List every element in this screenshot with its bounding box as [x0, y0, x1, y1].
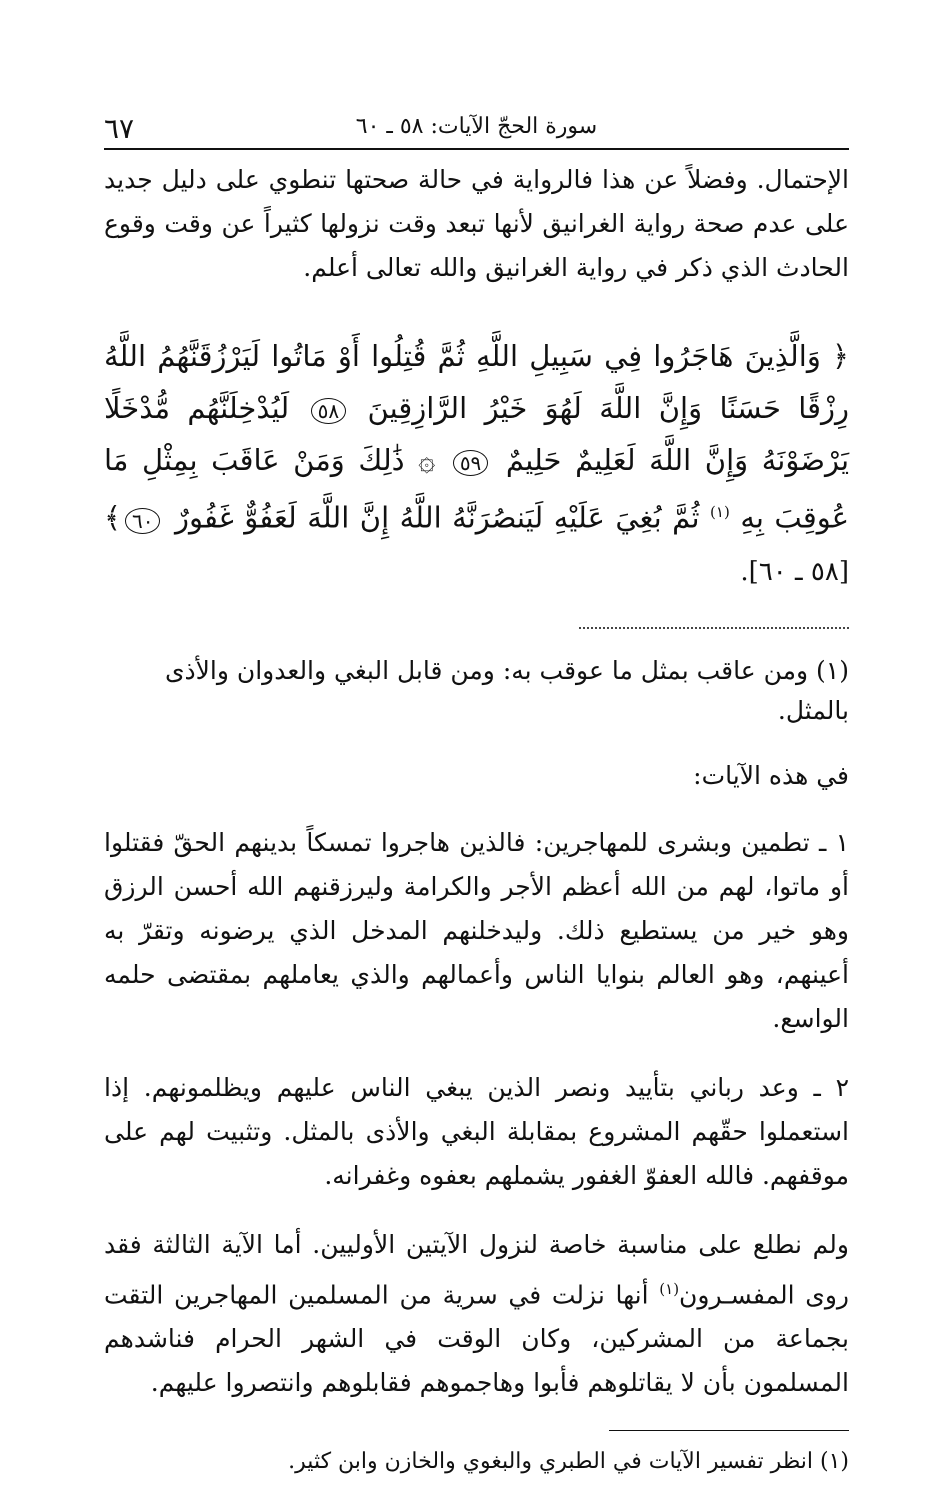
ornate-close-bracket: ﴾	[104, 500, 121, 535]
ayah-marker-59: ٥٩	[453, 450, 488, 476]
dotted-separator	[579, 627, 849, 629]
page-header	[104, 104, 849, 148]
hizb-star-icon: ۞	[418, 443, 436, 477]
page	[104, 104, 849, 1501]
intro-paragraph: الإحتمال. وفضلاً عن هذا فالرواية في حالة صحتها تنطوي على دليل جديد على عدم صحة رواية الغرانيق لأنها تبعد وقت نزولها كثيراً عن وقت وقوع الحادث الذي ذكر في رواية الغرانيق والله تعالى أعلم.	[104, 165, 849, 282]
footnote: (١) انظر تفسير الآيات في الطبري والبغوي والخازن وابن كثير.	[288, 1448, 849, 1474]
closing-footnote-ref: (١)	[659, 1279, 680, 1298]
verse-60-part2: ثُمَّ بُغِيَ عَلَيْهِ لَيَنصُرَنَّهُ اللَّهُ إِنَّ اللَّهَ لَعَفُوٌّ غَفُورٌ	[174, 500, 700, 535]
ornate-open-bracket: ﴿	[832, 339, 849, 373]
verse-footnote-ref: (١)	[710, 503, 730, 521]
closing-part2: أنها نزلت في سرية من المسلمين المهاجرين التقت بجماعة من المشركين، وكان الوقت في الشهر الحرام فناشدهم المسلمون بأن لا يقاتلوهم فأبوا وهاجموهم فقابلوهم وانتصروا عليهم.	[104, 1279, 849, 1397]
verse-59: لَيُدْخِلَنَّهُم مُّدْخَلًا يَرْضَوْنَهُ وَإِنَّ اللَّهَ لَعَلِيمٌ حَلِيمٌ	[104, 391, 850, 477]
ayah-marker-58: ٥٨	[311, 398, 346, 424]
section-title: في هذه الآيات:	[693, 760, 849, 790]
page-number: ٦٧	[104, 112, 135, 145]
verse-60-part1: ذَٰلِكَ وَمَنْ عَاقَبَ بِمِثْلِ مَا عُوقِبَ بِهِ	[104, 443, 850, 535]
closing-paragraph	[104, 1223, 849, 1405]
ayah-marker-60: ٦٠	[125, 508, 160, 534]
verse-range: [٥٨ ـ ٦٠].	[740, 556, 849, 587]
point-2: ٢ ـ وعد رباني بتأييد ونصر الذين يبغي الناس عليهم ويظلمونهم. إذا استعملوا حقّهم المشروع بمقابلة البغي والأذى بالمثل. وتثبيت لهم على موقفهم. فالله العفوّ الغفور يشملهم بعفوه وغفرانه.	[104, 1072, 850, 1190]
header-rule	[104, 148, 849, 150]
footnote-rule	[609, 1430, 849, 1431]
running-title: سورة الحجّ الآيات: ٥٨ ـ ٦٠	[355, 114, 598, 139]
closing-part1: ولم نطلع على مناسبة خاصة لنزول الآيتين الأوليين. أما الآية الثالثة فقد روى المفسـرون	[104, 1229, 849, 1309]
point-1: ١ ـ تطمين وبشرى للمهاجرين: فالذين هاجروا تمسكاً بدينهم الحقّ فقتلوا أو ماتوا، لهم من الله أعظم الأجر والكرامة وليرزقنهم الله أحسن الرزق وهو خير من يستطيع ذلك. وليدخلنهم المدخل الذي يرضونه وتقرّ به أعينهم، وهو العالم بنوايا الناس وأعمالهم والذي يعاملهم بمقتضى حلمه الواسع.	[104, 827, 849, 1033]
vocab-note: (١) ومن عاقب بمثل ما عوقب به: ومن قابل البغي والعدوان والأذى بالمثل.	[164, 655, 849, 725]
quran-verses	[104, 330, 849, 598]
verse-58: وَالَّذِينَ هَاجَرُوا فِي سَبِيلِ اللَّهِ ثُمَّ قُتِلُوا أَوْ مَاتُوا لَيَرْزُقَنَّهُمُ اللَّهُ رِزْقًا حَسَنًا وَإِنَّ اللَّهَ لَهُوَ خَيْرُ الرَّازِقِينَ	[104, 339, 850, 425]
